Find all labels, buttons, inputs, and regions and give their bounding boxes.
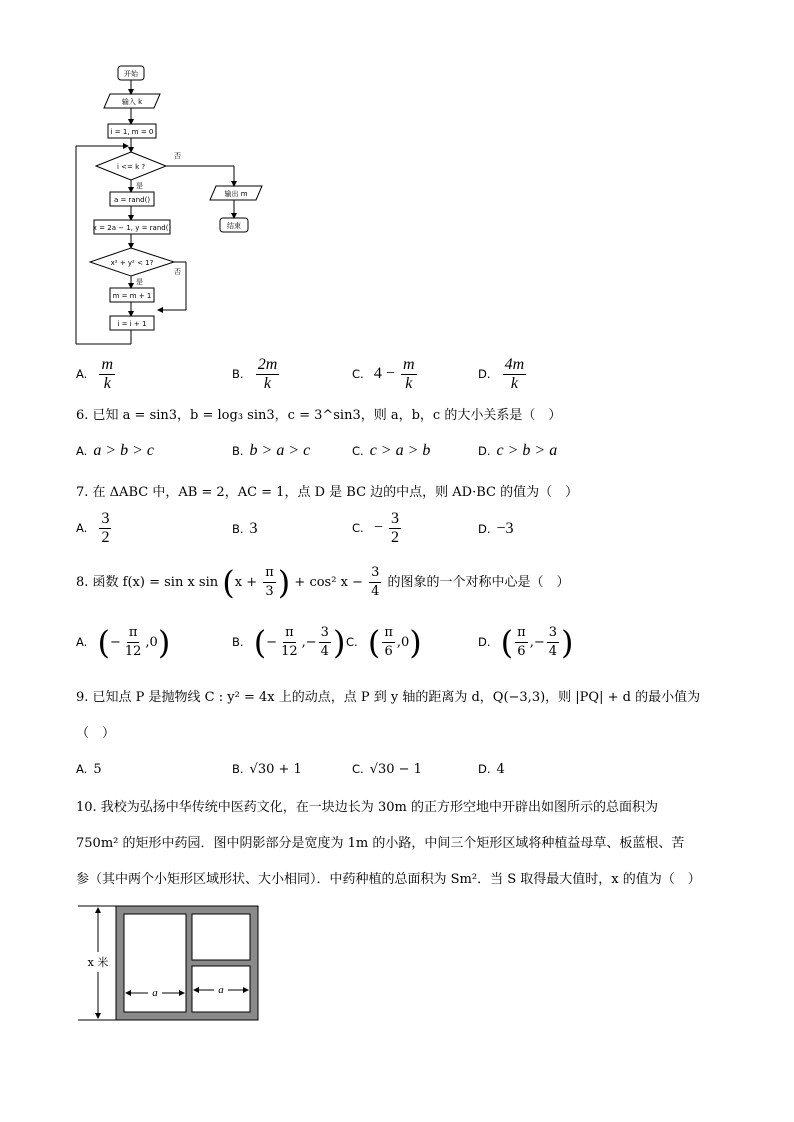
q8-option-d: D. ( $\frac{\pi}{6}$ ,− $\frac{3}{4}$ )	[478, 623, 574, 662]
fraction: $\frac{m}{k}$	[101, 356, 114, 392]
q5-option-d: D. $\frac{4m}{k}$	[478, 356, 525, 392]
q9-stem: 9. 已知点 P 是抛物线 C : y² = 4x 上的动点，点 P 到 y 轴的距离为 d，Q(−3,3)，则 |PQ| + d 的最小值为	[76, 690, 701, 705]
q9-option-a: A. 5	[76, 762, 102, 777]
fraction: $\frac{3}{4}$	[320, 625, 329, 659]
q7-stem: 7. 在 ΔABC 中，AB = 2，AC = 1，点 D 是 BC 边的中点，则 AD·BC 的值为（ ）	[76, 485, 579, 500]
q7-option-d: D. −3	[478, 520, 514, 537]
fraction: $\frac{\pi}{6}$	[384, 625, 393, 659]
flow-start: 开始	[124, 70, 138, 78]
q6-option-c: C. c > a > b	[352, 442, 431, 459]
side-label: x 米	[87, 956, 109, 969]
flow-no-label2: 否	[174, 268, 181, 276]
fraction: $\frac{m}{k}$	[403, 356, 415, 392]
q6-option-d: D. c > b > a	[478, 442, 558, 459]
q6-option-a: A. a > b > c	[76, 442, 155, 459]
q7-option-a: A. $\frac{3}{2}$	[76, 510, 110, 546]
fraction: $\frac{3}{2}$	[101, 510, 110, 546]
flow-input: 输入 k	[121, 98, 143, 106]
q7-option-b: B. 3	[232, 520, 258, 537]
fraction: $\frac{\pi}{12}$	[281, 625, 298, 659]
a-label-left: a	[152, 987, 158, 999]
fraction: $\frac{\pi}{12}$	[124, 625, 142, 659]
q9-option-b: B. √30 + 1	[232, 762, 302, 777]
q8-stem: 8. 函数 f(x) = sin x sin (x + $\frac{\pi}{3}$ ) + cos² x − $\frac{3}{4}$ 的图象的一个对称中心是（ ）	[76, 563, 570, 602]
algorithm-flowchart	[70, 62, 270, 352]
q9-stem-line2: （ ）	[76, 726, 116, 741]
flow-step-m: m = m + 1	[112, 292, 152, 300]
q5-option-b: B. $\frac{2m}{k}$	[232, 356, 278, 392]
a-label-right: a	[218, 984, 224, 996]
fraction: $\frac{4m}{k}$	[504, 356, 525, 392]
fraction: $\frac{3}{2}$	[391, 510, 399, 546]
q10-line3: 参（其中两个小矩形区域形状、大小相同）．中药种植的总面积为 Sm²．当 S 取得最大值时，x 的值为（ ）	[76, 872, 701, 887]
q7-option-c: C. − $\frac{3}{2}$	[352, 510, 399, 546]
q9-option-c: C. √30 − 1	[352, 762, 422, 777]
q5-option-a: A. $\frac{m}{k}$	[76, 356, 114, 392]
q9-option-d: D. 4	[478, 762, 505, 777]
flow-init: i = 1, m = 0	[110, 128, 154, 136]
garden-figure	[70, 902, 270, 1024]
flow-yes-label2: 是	[136, 278, 143, 286]
flow-no-label: 否	[174, 152, 181, 160]
flow-yes-label: 是	[136, 182, 143, 190]
q6-stem: 6. 已知 a = sin3，b = log₃ sin3，c = 3^sin3，则 a，b，c 的大小关系是（ ）	[76, 408, 562, 423]
fraction: $\frac{\pi}{3}$	[265, 565, 274, 599]
flow-end: 结束	[227, 222, 241, 230]
flow-condition2: x² + y² < 1?	[110, 259, 154, 267]
fraction: $\frac{\pi}{6}$	[517, 625, 526, 659]
flow-step-xy: x = 2a − 1, y = rand()	[92, 224, 172, 232]
q8-option-a: A. (− $\frac{\pi}{12}$ ,0)	[76, 623, 171, 662]
flow-step-a: a = rand()	[113, 196, 151, 204]
flow-output: 输出 m	[224, 190, 248, 198]
q10-line1: 10. 我校为弘扬中华传统中医药文化，在一块边长为 30m 的正方形空地中开辟出如图所示的总面积为	[76, 800, 658, 815]
q8-option-b: B. (− $\frac{\pi}{12}$ ,− $\frac{3}{4}$ )	[232, 623, 346, 662]
flow-step-i: i = i + 1	[117, 320, 147, 328]
q5-option-c: C. 4 − $\frac{m}{k}$	[352, 356, 415, 392]
flow-condition: i <= k ?	[116, 163, 146, 171]
fraction: $\frac{3}{4}$	[371, 565, 380, 599]
q8-option-c: C. ( $\frac{\pi}{6}$ ,0)	[346, 623, 422, 662]
fraction: $\frac{3}{4}$	[548, 625, 557, 659]
fraction: $\frac{2m}{k}$	[257, 356, 278, 392]
q6-option-b: B. b > a > c	[232, 442, 311, 459]
q10-line2: 750m² 的矩形中药园．图中阴影部分是宽度为 1m 的小路，中间三个矩形区域将种植益母草、板蓝根、苦	[76, 836, 685, 851]
